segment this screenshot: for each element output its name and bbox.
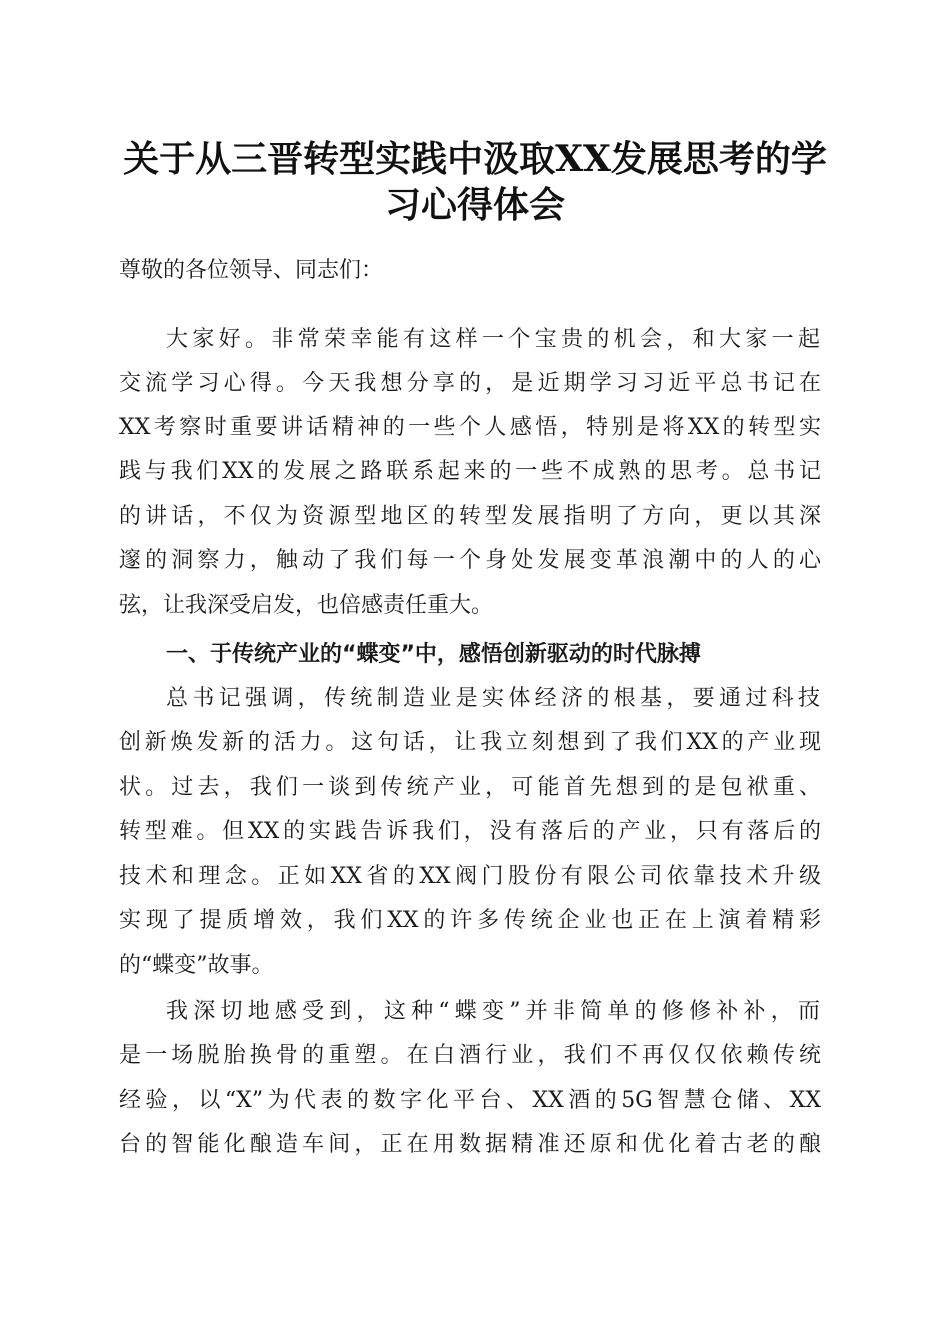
paragraph-1-line: XX考察时重要讲话精神的一些个人感悟，特别是将XX的转型实 <box>119 415 821 440</box>
paragraph-2-line: 总书记强调，传统制造业是实体经济的根基，要通过科技 <box>166 686 820 711</box>
paragraph-3-line: 是一场脱胎换骨的重塑。在白酒行业，我们不再仅仅依赖传统 <box>119 1043 821 1068</box>
paragraph-2-line: 的“蝶变”故事。 <box>119 953 274 978</box>
paragraph-1-line: 邃的洞察力，触动了我们每一个身处发展变革浪潮中的人的心 <box>119 548 821 573</box>
section-heading-1: 一、于传统产业的“蝶变”中，感悟创新驱动的时代脉搏 <box>166 642 701 667</box>
paragraph-2-line: 技术和理念。正如XX省的XX阀门股份有限公司依靠技术升级 <box>119 864 821 889</box>
paragraph-1-line: 弦，让我深受启发，也倍感责任重大。 <box>119 593 494 618</box>
paragraph-1-line: 交流学习心得。今天我想分享的，是近期学习习近平总书记在 <box>119 371 821 396</box>
paragraph-3-line: 经验，以“X”为代表的数字化平台、XX酒的5G智慧仓储、XX <box>119 1088 821 1113</box>
paragraph-2-line: 转型难。但XX的实践告诉我们，没有落后的产业，只有落后的 <box>119 819 821 844</box>
paragraph-3-line: 台的智能化酿造车间，正在用数据精准还原和优化着古老的酿 <box>119 1132 821 1157</box>
paragraph-1-line: 的讲话，不仅为资源型地区的转型发展指明了方向，更以其深 <box>119 504 821 529</box>
document-title <box>110 136 840 228</box>
paragraph-3-line: 我深切地感受到，这种“蝶变”并非简单的修修补补，而 <box>166 999 820 1024</box>
title-line-2: 习心得体会 <box>384 184 565 226</box>
paragraph-1-line: 践与我们XX的发展之路联系起来的一些不成熟的思考。总书记 <box>119 459 821 484</box>
paragraph-2-line: 实现了提质增效，我们XX的许多传统企业也正在上演着精彩 <box>119 908 821 933</box>
salutation: 尊敬的各位领导、同志们： <box>119 258 384 283</box>
paragraph-2-line: 创新焕发新的活力。这句话，让我立刻想到了我们XX的产业现 <box>119 730 821 755</box>
title-line-1: 关于从三晋转型实践中汲取XX发展思考的学 <box>123 138 827 180</box>
paragraph-2-line: 状。过去，我们一谈到传统产业，可能首先想到的是包袱重、 <box>119 775 821 800</box>
paragraph-1-line: 大家好。非常荣幸能有这样一个宝贵的机会，和大家一起 <box>166 327 820 352</box>
